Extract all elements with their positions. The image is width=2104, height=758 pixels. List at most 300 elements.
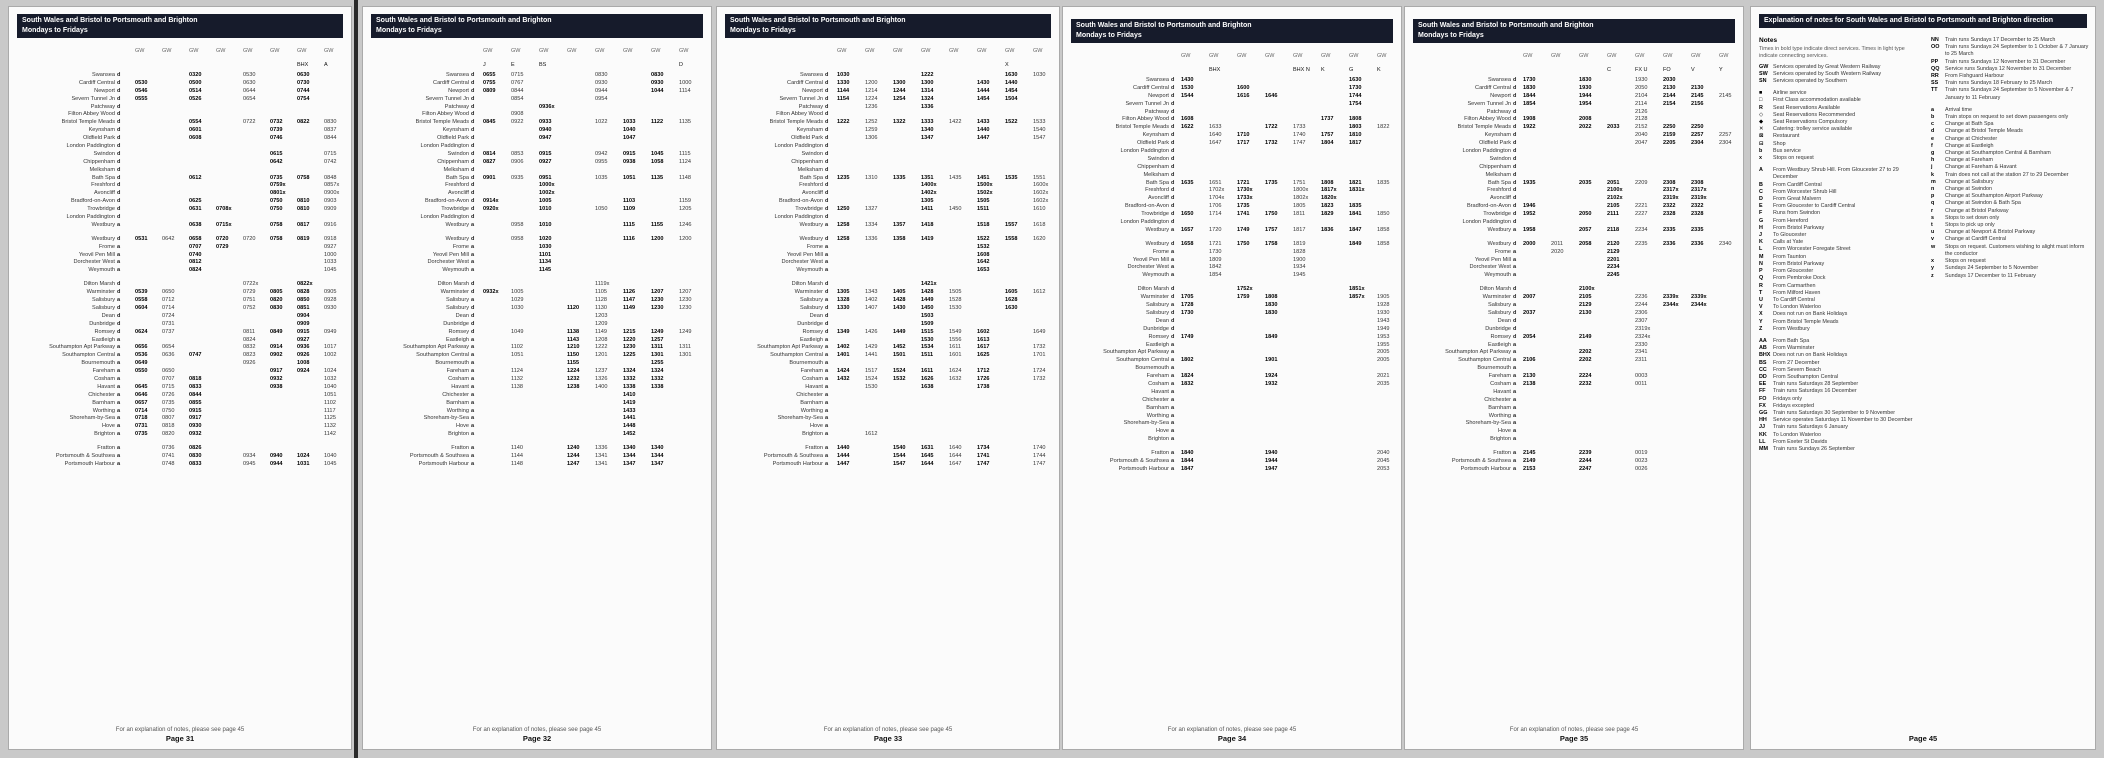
note-text: Change at Newport & Bristol Parkway (1945, 229, 2036, 236)
note-key: a (1931, 106, 1934, 113)
station-name: Salisbury (91, 304, 115, 311)
departure-time: 1010 (539, 206, 552, 213)
station-name: Havant (97, 383, 115, 390)
departure-time: 1757 (1265, 226, 1278, 233)
departure-time: 1301 (651, 352, 664, 359)
note-text: From Westbury (1773, 325, 1810, 332)
departure-time: 1732 (1033, 375, 1046, 382)
departure-time: 1930 (1579, 84, 1592, 91)
station-name: Yeovil Pen Mill (432, 251, 469, 258)
station-name: Salisbury (799, 297, 823, 304)
operator-code: GW (511, 48, 521, 54)
departure-time: 2045 (1377, 457, 1390, 464)
departure-time: 1340 (651, 445, 664, 452)
departure-time: 1418 (921, 221, 934, 228)
note-item (1759, 403, 1923, 410)
departure-time: 0811 (243, 328, 256, 335)
station-name: Westbury (445, 235, 469, 242)
arr-dep-marker: a (825, 391, 829, 398)
footnote: For an explanation of notes, please see page 45 (1167, 727, 1297, 733)
departure-time: 0726 (162, 391, 175, 398)
timetable-page-35 (1404, 6, 1744, 750)
departure-time: 1544 (1181, 92, 1194, 99)
arr-dep-marker: d (825, 320, 829, 327)
departure-time: 1515 (921, 328, 934, 335)
departure-time: 2330 (1635, 341, 1648, 348)
departure-time: 2033 (1607, 124, 1620, 131)
note-key: CC (1759, 366, 1767, 373)
departure-time: 1357 (893, 221, 906, 228)
station-name: Frome (806, 243, 823, 250)
note-key: OO (1931, 44, 1940, 51)
note-text: Change at Southampton Central & Barnham (1945, 150, 2051, 157)
arr-dep-marker: d (825, 174, 829, 181)
departure-time: 0844 (511, 87, 524, 94)
table-row (371, 119, 703, 127)
station-name: Weymouth (88, 267, 115, 274)
arr-dep-marker: d (1171, 155, 1175, 162)
station-name: Bournemouth (435, 360, 469, 367)
arr-dep-marker: d (1513, 140, 1517, 147)
note-key: ◆ (1759, 119, 1764, 126)
departure-time: 2224 (1579, 373, 1592, 380)
arr-dep-marker: a (1171, 272, 1175, 279)
station-name: Filton Abbey Wood (1122, 116, 1169, 123)
departure-time: 1051 (324, 391, 337, 398)
arr-dep-marker: d (1171, 195, 1175, 202)
departure-time: 0740 (189, 251, 202, 258)
footnote: For an explanation of notes, please see page 45 (1509, 727, 1639, 733)
station-name: Fratton (97, 445, 115, 452)
departure-time: 1030 (837, 72, 850, 78)
note-text: From Great Malvern (1773, 196, 1822, 203)
departure-time: 1000x (539, 182, 555, 189)
departure-time: 1930 (1377, 309, 1390, 316)
note-key: TT (1931, 87, 1938, 94)
departure-time: 1236 (865, 103, 878, 110)
table-row (1071, 294, 1393, 302)
table-row (17, 400, 343, 408)
departure-time: 0955 (595, 158, 608, 165)
note-key: U (1759, 296, 1763, 303)
arr-dep-marker: d (471, 281, 475, 288)
table-row (725, 408, 1051, 416)
table-row (371, 80, 703, 88)
day-heading: Mondays to Fridays (1418, 32, 1484, 39)
column-note: FO (1663, 67, 1671, 73)
table-row (1071, 101, 1393, 109)
table-row (1413, 195, 1735, 203)
station-name: Newport (1490, 92, 1511, 99)
arr-dep-marker: d (471, 150, 475, 157)
operator-code: GW (270, 48, 280, 54)
table-row (17, 127, 343, 135)
station-name: Newport (802, 87, 823, 94)
station-name: Newport (1148, 92, 1169, 99)
table-row (1071, 164, 1393, 172)
note-key: B (1759, 181, 1763, 188)
note-text: Shop (1773, 140, 1786, 147)
departure-time: 0736 (162, 445, 175, 452)
departure-time: 0909 (297, 320, 310, 327)
arr-dep-marker: a (117, 399, 121, 406)
table-row (1071, 365, 1393, 373)
departure-time: 1830 (1265, 302, 1278, 309)
departure-time: 1215 (623, 328, 636, 335)
note-item (1759, 297, 1923, 304)
arr-dep-marker: d (825, 79, 829, 86)
departure-time: 1120 (567, 304, 580, 311)
arr-dep-marker: d (471, 198, 475, 205)
departure-time: 1811 (1293, 211, 1306, 218)
timetable-table (725, 72, 1051, 469)
arr-dep-marker: d (825, 143, 829, 150)
departure-time: 0823 (243, 352, 256, 359)
departure-time: 0536 (135, 352, 148, 359)
notes-column-left (1759, 37, 1923, 725)
table-row (17, 297, 343, 305)
station-name: Romsey (448, 328, 469, 335)
arr-dep-marker: d (471, 289, 475, 296)
station-name: Eastleigh (799, 336, 823, 343)
note-key: M (1759, 253, 1764, 260)
departure-time: 0712 (162, 297, 175, 304)
station-name: Cardiff Central (1133, 84, 1169, 91)
departure-time: 1602 (977, 328, 990, 335)
departure-time: 1633 (1209, 124, 1222, 131)
note-text: Change at Bristol Parkway (1945, 207, 2009, 214)
arr-dep-marker: a (825, 383, 829, 390)
departure-time: 0902 (270, 352, 283, 359)
departure-time: 1821 (1349, 179, 1362, 186)
departure-time: 0916 (324, 221, 337, 228)
departure-time: 0949 (324, 328, 337, 335)
arr-dep-marker: d (117, 135, 121, 142)
station-name: Frome (1494, 248, 1511, 255)
departure-time: 2050 (1635, 84, 1648, 91)
departure-time: 1808 (1321, 179, 1334, 186)
note-item (1931, 128, 2089, 135)
departure-time: 1200 (865, 79, 878, 86)
departure-time: 1044 (651, 87, 664, 94)
departure-time: 0658 (189, 235, 202, 242)
departure-time: 2209 (1635, 179, 1648, 186)
departure-time: 0935 (511, 174, 524, 181)
arr-dep-marker: d (117, 79, 121, 86)
note-item (1759, 126, 1923, 133)
arr-dep-marker: a (117, 375, 121, 382)
departure-time: 1344 (651, 452, 664, 459)
note-item (1931, 37, 2089, 44)
departure-time: 1000 (324, 251, 337, 258)
departure-time: 0833 (189, 460, 202, 467)
note-key: AB (1759, 345, 1767, 352)
departure-time: 1830 (1579, 77, 1592, 83)
note-item (1759, 290, 1923, 297)
station-name: Chichester (442, 391, 469, 398)
departure-time: 0731 (162, 320, 175, 327)
departure-time: 0729 (243, 289, 256, 296)
note-key: V (1759, 304, 1763, 311)
departure-time: 1324 (921, 95, 934, 102)
note-item (1759, 254, 1923, 261)
departure-time: 0809 (483, 87, 496, 94)
departure-time: 1149 (595, 328, 608, 335)
column-note: FX U (1635, 67, 1648, 73)
table-row (17, 267, 343, 275)
arr-dep-marker: d (825, 111, 829, 118)
departure-time: 0932x (483, 289, 499, 296)
station-name: Brighton (802, 431, 823, 438)
departure-time: 1224 (865, 95, 878, 102)
table-row (1413, 101, 1735, 109)
departure-time: 1222 (595, 344, 608, 351)
note-item (1759, 71, 1923, 78)
departure-time: 2344x (1691, 302, 1707, 309)
note-key: ⊟ (1759, 140, 1764, 147)
departure-time: 1336 (921, 103, 934, 110)
departure-time: 0023 (1635, 457, 1648, 464)
departure-time: 0851 (297, 304, 310, 311)
departure-time: 1452 (623, 431, 636, 438)
departure-time: 1222 (921, 72, 934, 78)
note-item (1759, 232, 1923, 239)
departure-time: 1817 (1293, 226, 1306, 233)
table-row (371, 384, 703, 392)
arr-dep-marker: d (471, 235, 475, 242)
departure-time: 0650 (162, 289, 175, 296)
arr-dep-marker: a (117, 352, 121, 359)
station-name: Chichester (88, 391, 115, 398)
departure-time: 0747 (189, 352, 202, 359)
note-text: From Carmarthen (1773, 282, 1816, 289)
column-codes (1071, 43, 1393, 77)
station-name: Oldfield Park (1478, 140, 1511, 147)
departure-time: 1808 (1349, 116, 1362, 123)
departure-time: 1254 (893, 95, 906, 102)
station-name: Shoreham-by-Sea (777, 415, 823, 422)
departure-time: 1117 (324, 407, 336, 414)
departure-time: 0857x (324, 182, 340, 189)
departure-time: 1611 (949, 344, 962, 351)
arr-dep-marker: a (117, 251, 121, 258)
note-text: Train runs Sundays 12 November to 31 December (1945, 58, 2066, 65)
departure-time: 1653 (977, 267, 990, 274)
operator-code: GW (1209, 53, 1219, 59)
note-item (1759, 417, 1923, 424)
timetable-title: South Wales and Bristol to Portsmouth and Brighton (22, 17, 198, 24)
operator-code: GW (483, 48, 493, 54)
station-name: Cardiff Central (787, 79, 823, 86)
table-row (725, 392, 1051, 400)
note-key: q (1931, 200, 1935, 207)
station-name: Keynsham (1142, 132, 1169, 139)
arr-dep-marker: d (825, 304, 829, 311)
station-name: Weymouth (442, 267, 469, 274)
table-row (1413, 164, 1735, 172)
departure-time: 2126 (1635, 108, 1648, 115)
station-name: Portsmouth Harbour (772, 460, 823, 467)
note-item (1931, 200, 2089, 207)
departure-time: 2118 (1607, 226, 1620, 233)
departure-time: 1608 (1181, 116, 1194, 123)
arr-dep-marker: d (117, 304, 121, 311)
departure-time: 1102 (511, 344, 524, 351)
station-name: Avoncliff (94, 190, 115, 197)
table-row (17, 415, 343, 423)
note-item (1759, 319, 1923, 326)
departure-time: 0918 (324, 235, 337, 242)
departure-time: 1728 (1181, 302, 1194, 309)
departure-time: 0936x (539, 103, 555, 110)
departure-time: 0735 (270, 174, 283, 181)
departure-time: 0810 (297, 206, 310, 213)
departure-time: 2257 (1719, 132, 1732, 139)
departure-time: 0915 (297, 328, 310, 335)
table-row (1413, 294, 1735, 302)
operator-code: GW (1635, 53, 1645, 59)
departure-time: 2308 (1663, 179, 1676, 186)
departure-time: 0820 (162, 431, 175, 438)
arr-dep-marker: a (1171, 341, 1175, 348)
departure-time: 1556 (949, 336, 962, 343)
departure-time: 1030 (1033, 72, 1046, 78)
departure-time: 1740 (1293, 132, 1306, 139)
departure-time: 1805 (1293, 203, 1306, 210)
note-text: Services operated by Southern (1773, 78, 1848, 85)
arr-dep-marker: a (1513, 256, 1517, 263)
departure-time: 1330 (837, 79, 850, 86)
arr-dep-marker: a (117, 336, 121, 343)
departure-time: 1336 (865, 235, 878, 242)
departure-time: 1955 (1377, 341, 1390, 348)
departure-time: 2057 (1579, 226, 1592, 233)
departure-time: 0742 (324, 158, 337, 165)
arr-dep-marker: d (471, 174, 475, 181)
table-row (1071, 342, 1393, 350)
table-row (17, 376, 343, 384)
departure-time: 0767 (511, 79, 524, 86)
note-item (1759, 167, 1923, 181)
departure-time: 0758 (297, 174, 310, 181)
table-row (1071, 109, 1393, 117)
table-row (17, 222, 343, 230)
departure-time: 1135 (679, 119, 692, 126)
station-name: Romsey (1148, 333, 1169, 340)
note-key: x (1759, 155, 1762, 162)
departure-time: 1252 (865, 119, 878, 126)
table-row (17, 143, 343, 151)
departure-time: 2128 (1635, 116, 1648, 123)
station-name: Eastleigh (445, 336, 469, 343)
departure-time: 2257 (1691, 132, 1704, 139)
departure-time: 1930 (1635, 77, 1648, 83)
arr-dep-marker: d (825, 72, 829, 78)
departure-time: 1647 (1209, 140, 1222, 147)
departure-time: 1631 (921, 445, 934, 452)
arr-dep-marker: a (1513, 357, 1517, 364)
notes-page-45 (1750, 6, 2096, 750)
timetable-table (1071, 77, 1393, 474)
departure-time: 2234 (1635, 226, 1648, 233)
operator-code: GW (567, 48, 577, 54)
departure-time: 1509 (921, 320, 934, 327)
departure-time: 0830 (651, 72, 664, 78)
note-key: FF (1759, 388, 1766, 395)
note-key: PP (1931, 58, 1939, 65)
table-row (371, 167, 703, 175)
table-row (725, 313, 1051, 321)
departure-time: 1450 (921, 304, 934, 311)
departure-time: 2247 (1579, 465, 1592, 472)
note-key: T (1759, 289, 1763, 296)
departure-time: 2120 (1607, 240, 1620, 247)
note-text: From Warminster (1773, 345, 1815, 352)
arr-dep-marker: a (471, 431, 475, 438)
departure-time: 1744 (1033, 452, 1046, 459)
arr-dep-marker: d (1513, 100, 1517, 107)
departure-time: 1400x (921, 182, 937, 189)
departure-time: 1505 (977, 198, 990, 205)
departure-time: 1733 (1293, 124, 1306, 131)
table-row (17, 214, 343, 222)
departure-time: 1147 (623, 297, 636, 304)
station-name: Westbury (445, 221, 469, 228)
operator-code: GW (623, 48, 633, 54)
station-name: Swindon (93, 150, 115, 157)
note-text: To London Waterloo (1773, 304, 1822, 311)
note-key: SN (1759, 78, 1767, 85)
arr-dep-marker: d (471, 328, 475, 335)
station-name: London Paddington (774, 214, 823, 221)
station-name: Cosham (1490, 380, 1511, 387)
station-name: Dilton Marsh (1137, 286, 1169, 293)
departure-time: 2339x (1691, 294, 1707, 301)
departure-time: 1900 (1293, 256, 1306, 263)
note-text: Seat Reservations Compulsory (1773, 119, 1848, 126)
table-row (1413, 241, 1735, 249)
departure-time: 0932 (270, 375, 283, 382)
arr-dep-marker: d (1171, 124, 1175, 131)
table-row (725, 80, 1051, 88)
departure-time: 0938 (270, 383, 283, 390)
departure-time: 0830 (189, 452, 202, 459)
departure-time: 1646 (1265, 92, 1278, 99)
departure-time: 1735 (1265, 179, 1278, 186)
departure-time: 1602x (1033, 198, 1049, 205)
table-row (1071, 249, 1393, 257)
departure-time: 1544 (893, 452, 906, 459)
departure-time: 1005 (539, 198, 552, 205)
station-name: Bradford-on-Avon (1124, 203, 1169, 210)
note-text: Change at Eastleigh (1945, 142, 1994, 149)
table-row (1413, 357, 1735, 365)
column-note: BHX N (1293, 67, 1310, 73)
departure-time: 1000 (679, 79, 692, 86)
departure-time: 1430 (1181, 77, 1194, 83)
departure-time: 1547 (893, 460, 906, 467)
arr-dep-marker: a (471, 251, 475, 258)
departure-time: 1647 (949, 460, 962, 467)
departure-time: 0715x (216, 221, 232, 228)
timetable-page-31 (8, 6, 352, 750)
note-key: QQ (1931, 65, 1940, 72)
note-text: Fridays only (1773, 395, 1803, 402)
note-item (1931, 59, 2089, 66)
note-item (1931, 114, 2089, 121)
departure-time: 2149 (1523, 457, 1536, 464)
station-name: Brighton (94, 431, 115, 438)
